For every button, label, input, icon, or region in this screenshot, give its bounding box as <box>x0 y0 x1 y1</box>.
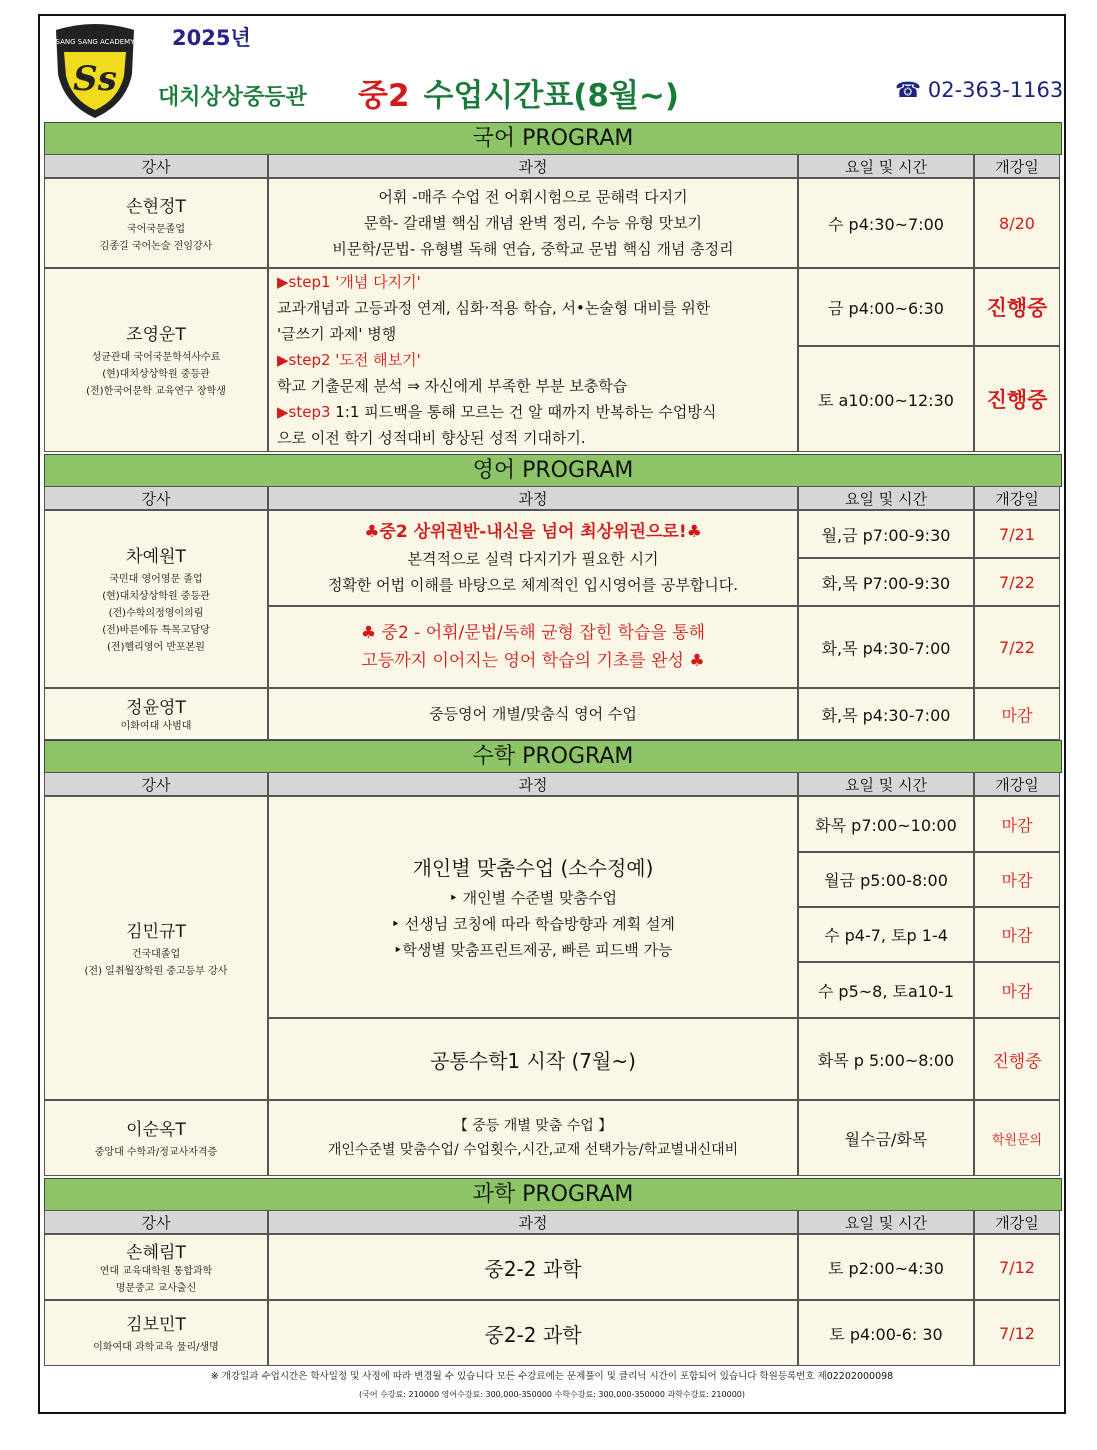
telephone-icon: ☎ <box>895 78 922 102</box>
phone-text: 02-363-1163 <box>927 78 1064 102</box>
course-headline: ♣ 중2 - 어휘/문법/독해 균형 잡힌 학습을 통해 <box>360 623 706 643</box>
teacher-bio: 국어국문졸업 <box>127 223 185 235</box>
start-date: 진행중 <box>974 1018 1060 1100</box>
schedule-cell: 수 p5~8, 토a10-1 <box>798 962 974 1018</box>
start-date: 7/12 <box>974 1234 1060 1300</box>
academy-name: 대치상상중등관 <box>158 85 307 110</box>
course-text: 1:1 피드백을 통해 모르는 건 알 때까지 반복하는 수업방식 <box>330 403 717 421</box>
start-date: 마감 <box>974 907 1060 962</box>
course-headline: 고등까지 이어지는 영어 학습의 기초를 완성 ♣ <box>361 651 705 671</box>
schedule-cell: 화,목 p4:30-7:00 <box>798 606 974 688</box>
schedule-cell: 화,목 P7:00-9:30 <box>798 558 974 606</box>
course-headline: 개인별 맞춤수업 (소수정예) <box>412 856 654 880</box>
footer-notes <box>44 1368 1060 1408</box>
start-date: 8/20 <box>974 178 1060 268</box>
start-date: 7/12 <box>974 1300 1060 1366</box>
teacher-name: 김보민T <box>126 1315 186 1335</box>
course-cell: 중2-2 과학 <box>268 1300 798 1366</box>
korean-column-headers <box>44 154 1060 178</box>
schedule-cell: 월,금 p7:00-9:30 <box>798 510 974 558</box>
schedule-cell: 월수금/화목 <box>798 1100 974 1176</box>
science-row-1 <box>44 1234 1060 1300</box>
step-title: ▶step2 '도전 해보기' <box>277 351 421 369</box>
schedule-cell: 수 p4:30~7:00 <box>798 178 974 268</box>
start-date: 학원문의 <box>974 1100 1060 1176</box>
course-headline: 【 중등 개별 맞춤 수업 】 <box>453 1118 613 1134</box>
course-line: 비문학/문법- 유형별 독해 연습, 중학교 문법 핵심 개념 총정리 <box>332 240 734 258</box>
course-line: ‣ 선생님 코칭에 따라 학습방향과 계획 설계 <box>391 915 675 933</box>
timetable-frame <box>38 14 1066 1414</box>
start-date: 마감 <box>974 688 1060 740</box>
title-grade: 중2 <box>358 78 410 114</box>
teacher-cell <box>44 688 268 740</box>
start-date: 7/21 <box>974 510 1060 558</box>
korean-section-title: 국어 PROGRAM <box>44 122 1062 155</box>
academy-logo-icon <box>52 22 138 120</box>
teacher-bio: 국민대 영어영문 졸업 <box>109 574 203 585</box>
teacher-bio: (전) 일취월장학원 중고등부 강사 <box>84 965 228 977</box>
year-label: 2025년 <box>172 26 251 50</box>
course-cell <box>268 1100 798 1176</box>
science-section-title: 과학 PROGRAM <box>44 1178 1062 1211</box>
teacher-cell <box>44 268 268 452</box>
course-cell: 공통수학1 시작 (7월~) <box>268 1018 798 1100</box>
teacher-bio: 연대 교육대학원 통합과학 <box>99 1265 213 1277</box>
teacher-name: 김민규T <box>126 921 186 942</box>
schedule-cell: 월금 p5:00-8:00 <box>798 852 974 907</box>
teacher-bio: (전)바른에듀 특목고담당 <box>102 625 210 636</box>
teacher-name: 이순옥T <box>126 1120 186 1140</box>
schedule-cell: 수 p4-7, 토p 1-4 <box>798 907 974 962</box>
teacher-cell <box>44 178 268 268</box>
course-cell <box>268 796 798 1018</box>
start-date: 마감 <box>974 852 1060 907</box>
science-column-headers <box>44 1210 1060 1234</box>
teacher-bio: 건국대졸업 <box>131 948 181 960</box>
teacher-bio: (전)수학의정영이의림 <box>108 608 204 619</box>
course-line: 으로 이전 학기 성적대비 향상된 성적 기대하기. <box>277 429 586 447</box>
start-date: 7/22 <box>974 558 1060 606</box>
start-date: 마감 <box>974 796 1060 852</box>
col-start: 개강일 <box>974 486 1060 510</box>
header <box>40 16 1064 120</box>
teacher-bio: 명문중고 교사출신 <box>115 1282 197 1294</box>
start-date: 진행중 <box>974 268 1060 346</box>
col-start: 개강일 <box>974 154 1060 178</box>
course-line: 교과개념과 고등과정 연계, 심화·적용 학습, 서•논술형 대비를 위한 <box>277 299 711 317</box>
english-column-headers <box>44 486 1060 510</box>
teacher-name: 정윤영T <box>126 698 186 718</box>
start-date: 진행중 <box>974 346 1060 452</box>
schedule-cell: 금 p4:00~6:30 <box>798 268 974 346</box>
col-teacher: 강사 <box>44 1210 268 1234</box>
english-row-1 <box>44 510 1060 688</box>
schedule-cell: 화목 p 5:00~8:00 <box>798 1018 974 1100</box>
math-section-title: 수학 PROGRAM <box>44 740 1062 773</box>
course-line <box>277 399 716 425</box>
schedule-cell: 토 a10:00~12:30 <box>798 346 974 452</box>
korean-row-2 <box>44 268 1060 452</box>
course-cell <box>268 268 798 452</box>
title-main: 수업시간표(8월~) <box>423 78 680 114</box>
col-course: 과정 <box>268 772 798 796</box>
course-cell <box>268 178 798 268</box>
step-title: ▶step3 <box>277 403 331 421</box>
course-cell: 중등영어 개별/맞춤식 영어 수업 <box>268 688 798 740</box>
col-teacher: 강사 <box>44 772 268 796</box>
english-row-2 <box>44 688 1060 740</box>
course-line: 학교 기출문제 분석 ⇒ 자신에게 부족한 부분 보충학습 <box>277 377 628 395</box>
col-schedule: 요일 및 시간 <box>798 1210 974 1234</box>
footer-note: ※ 개강일과 수업시간은 학사일정 및 사정에 따라 변경될 수 있습니다 모든 수강료에는 문제풀이 및 클리닉 시간이 포함되어 있습니다 학원등록번호 제02202000098 <box>210 1371 894 1382</box>
course-line: ‣학생별 맞춤프린트제공, 빠른 피드백 가능 <box>393 941 673 959</box>
korean-row-1 <box>44 178 1060 268</box>
col-start: 개강일 <box>974 1210 1060 1234</box>
teacher-bio: 성균관대 국어국문학석사수료 <box>91 352 221 363</box>
teacher-name: 손혜림T <box>126 1242 186 1263</box>
teacher-bio: 중앙대 수학과/정교사자격증 <box>94 1147 218 1158</box>
col-schedule: 요일 및 시간 <box>798 486 974 510</box>
schedule-cell: 토 p2:00~4:30 <box>798 1234 974 1300</box>
start-date: 7/22 <box>974 606 1060 688</box>
course-line: 개인수준별 맞춤수업/ 수업횟수,시간,교재 선택가능/학교별내신대비 <box>327 1142 739 1158</box>
col-course: 과정 <box>268 1210 798 1234</box>
col-schedule: 요일 및 시간 <box>798 772 974 796</box>
teacher-bio: (현)대치상상학원 중등관 <box>102 591 210 602</box>
col-start: 개강일 <box>974 772 1060 796</box>
teacher-bio: 이화여대 과학교육 물리/생명 <box>93 1342 219 1353</box>
course-line: 본격적으로 실력 다지기가 필요한 시기 <box>407 550 659 568</box>
start-date: 마감 <box>974 962 1060 1018</box>
course-line: 문학- 갈래별 핵심 개념 완벽 정리, 수능 유형 맛보기 <box>363 214 703 232</box>
science-row-2 <box>44 1300 1060 1366</box>
math-row-2 <box>44 1100 1060 1176</box>
course-line: '글쓰기 과제' 병행 <box>277 325 397 343</box>
teacher-name: 조영운T <box>126 325 186 345</box>
col-course: 과정 <box>268 154 798 178</box>
step-title: ▶step1 '개념 다지기' <box>277 273 421 291</box>
col-teacher: 강사 <box>44 486 268 510</box>
teacher-name: 차예원T <box>126 547 186 567</box>
svg-text:SANG SANG ACADEMY: SANG SANG ACADEMY <box>55 38 135 46</box>
phone-number <box>895 78 1063 102</box>
teacher-cell <box>44 1100 268 1176</box>
teacher-bio: 이화여대 사범대 <box>120 721 192 732</box>
course-cell <box>268 606 798 688</box>
schedule-cell: 토 p4:00-6: 30 <box>798 1300 974 1366</box>
course-line: ‣ 개인별 수준별 맞춤수업 <box>448 889 618 907</box>
math-row-1 <box>44 796 1060 1100</box>
teacher-name: 손현정T <box>126 196 186 217</box>
math-column-headers <box>44 772 1060 796</box>
teacher-cell <box>44 796 268 1100</box>
col-teacher: 강사 <box>44 154 268 178</box>
schedule-cell: 화목 p7:00~10:00 <box>798 796 974 852</box>
teacher-bio: (현)대치상상학원 중등관 <box>102 369 210 380</box>
teacher-cell <box>44 510 268 688</box>
english-section-title: 영어 PROGRAM <box>44 454 1062 487</box>
course-cell <box>268 510 798 606</box>
col-course: 과정 <box>268 486 798 510</box>
schedule-cell: 화,목 p4:30-7:00 <box>798 688 974 740</box>
course-headline: ♣중2 상위권반-내신을 넘어 최상위권으로!♣ <box>364 522 702 542</box>
teacher-cell <box>44 1300 268 1366</box>
page-title <box>358 70 679 115</box>
course-line: 정확한 어법 이해를 바탕으로 체계적인 입시영어를 공부합니다. <box>327 576 739 594</box>
svg-text:Ss: Ss <box>73 59 117 99</box>
course-cell: 중2-2 과학 <box>268 1234 798 1300</box>
teacher-bio: (전)헬리영어 반포본원 <box>107 642 205 653</box>
teacher-bio: 김종길 국어논술 전임강사 <box>99 240 213 252</box>
course-line: 어휘 -매주 수업 전 어휘시험으로 문해력 다지기 <box>378 188 688 206</box>
teacher-bio: (전)한국어문학 교육연구 장학생 <box>86 386 226 397</box>
footer-fees: (국어 수강료: 210000 영어수강료: 300,000-350000 수학수강료: 300,000-350000 과학수강료: 210000) <box>358 1390 746 1399</box>
teacher-cell <box>44 1234 268 1300</box>
col-schedule: 요일 및 시간 <box>798 154 974 178</box>
